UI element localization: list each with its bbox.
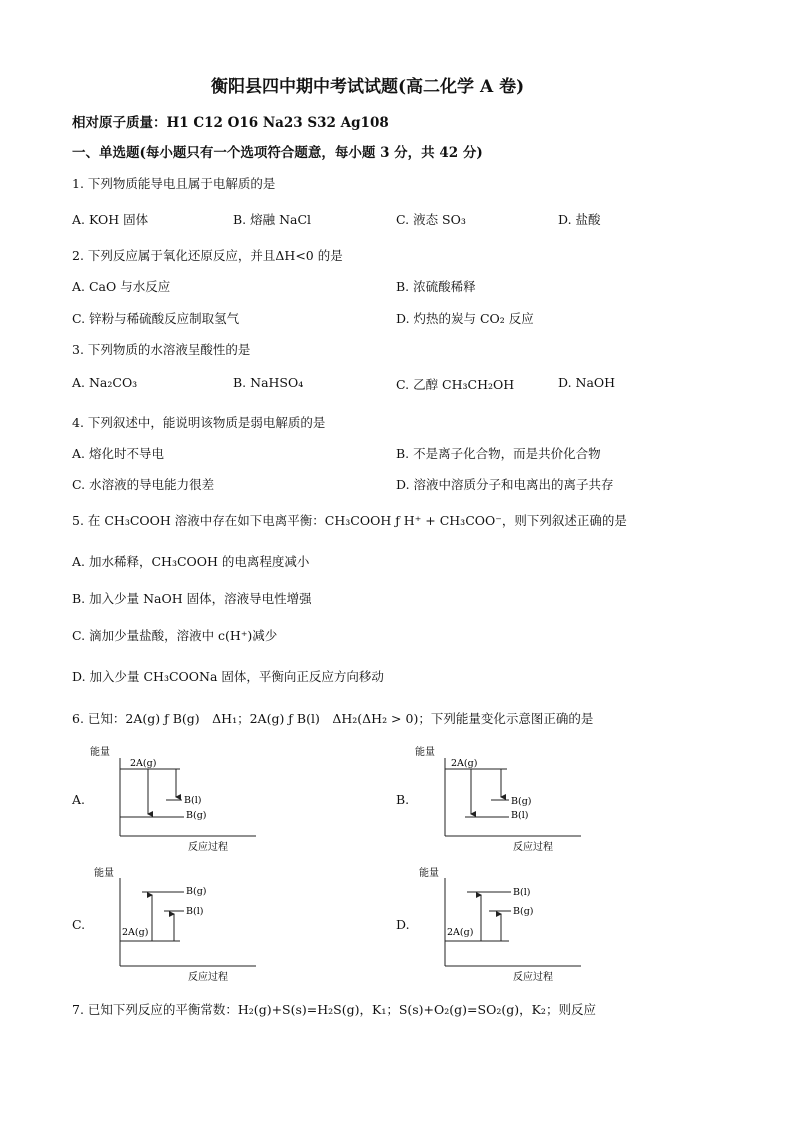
reactant-label: 2A(g) [130, 758, 157, 769]
question-2-stem: 2. 下列反应属于氧化还原反应，并且ΔH<0 的是 [72, 248, 343, 263]
q6-option-b: B. [396, 792, 410, 807]
energy-diagram-d [413, 862, 593, 986]
q5-option-d: D. 加入少量 CH₃COONa 固体，平衡向正反应方向移动 [72, 669, 384, 684]
x-axis-label: 反应过程 [188, 972, 228, 983]
q1-option-a: A. KOH 固体 [72, 212, 149, 227]
liquid-label: B(l) [184, 795, 202, 806]
energy-diagram-a [88, 742, 268, 854]
y-axis-label: 能量 [419, 868, 439, 879]
reactant-label: 2A(g) [122, 927, 149, 938]
y-axis-label: 能量 [90, 747, 110, 758]
q4-option-b: B. 不是离子化合物，而是共价化合物 [396, 446, 601, 461]
x-axis-label: 反应过程 [188, 842, 228, 853]
q3-option-a: A. Na₂CO₃ [72, 375, 138, 390]
liquid-label: B(l) [186, 906, 204, 917]
q6-option-a: A. [72, 792, 86, 807]
q2-option-b: B. 浓硫酸稀释 [396, 279, 476, 294]
q2-option-a: A. CaO 与水反应 [72, 279, 171, 294]
x-axis-label: 反应过程 [513, 842, 553, 853]
q1-option-b: B. 熔融 NaCl [233, 212, 312, 227]
q1-option-c: C. 液态 SO₃ [396, 212, 466, 227]
q4-option-a: A. 熔化时不导电 [72, 446, 164, 461]
q1-option-d: D. 盐酸 [558, 212, 601, 227]
question-3-stem: 3. 下列物质的水溶液呈酸性的是 [72, 342, 251, 357]
q5-option-b: B. 加入少量 NaOH 固体，溶液导电性增强 [72, 591, 312, 606]
liquid-label: B(l) [511, 810, 529, 821]
gas-label: B(g) [511, 796, 532, 807]
question-6-stem: 6. 已知：2A(g) ƒ B(g) ΔH₁；2A(g) ƒ B(l) ΔH₂(ΔH₂ > 0)；下列能量变化示意图正确的是 [72, 711, 594, 726]
q3-option-d: D. NaOH [558, 375, 616, 390]
energy-diagram-c [88, 862, 268, 986]
reactant-label: 2A(g) [447, 927, 474, 938]
page-title: 衡阳县四中期中考试试题(高二化学 A 卷) [211, 77, 525, 97]
question-5-stem: 5. 在 CH₃COOH 溶液中存在如下电离平衡：CH₃COOH ƒ H⁺ + CH₃COO⁻，则下列叙述正确的是 [72, 513, 627, 528]
q6-option-d: D. [396, 917, 410, 932]
q3-option-b: B. NaHSO₄ [233, 375, 304, 390]
q4-option-d: D. 溶液中溶质分子和电离出的离子共存 [396, 477, 614, 492]
question-4-stem: 4. 下列叙述中，能说明该物质是弱电解质的是 [72, 415, 326, 430]
question-7-stem: 7. 已知下列反应的平衡常数：H₂(g)+S(s)=H₂S(g)，K₁；S(s)+O₂(g)=SO₂(g)，K₂；则反应 [72, 1002, 596, 1017]
q5-option-c: C. 滴加少量盐酸，溶液中 c(H⁺)减少 [72, 628, 278, 643]
gas-label: B(g) [513, 906, 534, 917]
q5-option-a: A. 加水稀释，CH₃COOH 的电离程度减小 [72, 554, 310, 569]
y-axis-label: 能量 [415, 747, 435, 758]
gas-label: B(g) [186, 810, 207, 821]
atomic-masses: 相对原子质量：H1 C12 O16 Na23 S32 Ag108 [72, 115, 389, 131]
q3-option-c: C. 乙醇 CH₃CH₂OH [396, 377, 515, 392]
energy-diagram-b [413, 742, 593, 854]
x-axis-label: 反应过程 [513, 972, 553, 983]
q2-option-c: C. 锌粉与稀硫酸反应制取氢气 [72, 311, 240, 326]
section-heading: 一、单选题(每小题只有一个选项符合题意，每小题 3 分，共 42 分) [72, 145, 483, 161]
liquid-label: B(l) [513, 887, 531, 898]
question-1-stem: 1. 下列物质能导电且属于电解质的是 [72, 176, 276, 191]
gas-label: B(g) [186, 886, 207, 897]
q2-option-d: D. 灼热的炭与 CO₂ 反应 [396, 311, 534, 326]
reactant-label: 2A(g) [451, 758, 478, 769]
q6-option-c: C. [72, 917, 86, 932]
q4-option-c: C. 水溶液的导电能力很差 [72, 477, 215, 492]
y-axis-label: 能量 [94, 868, 114, 879]
